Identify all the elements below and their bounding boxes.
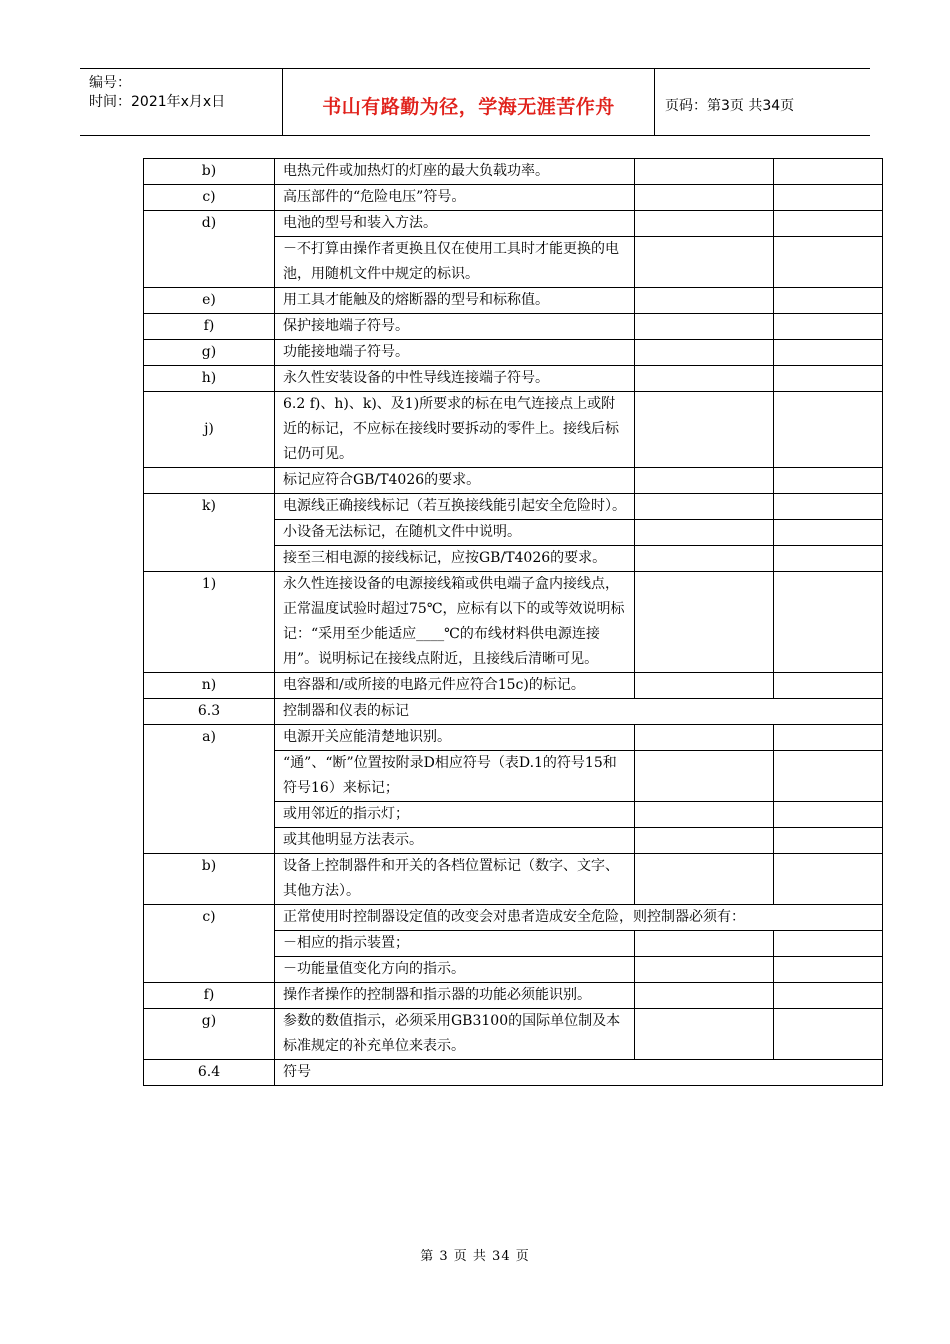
result-cell [635,802,774,828]
clause-cell: b) [144,159,275,185]
clause-cell: g) [144,340,275,366]
time-label: 时间：2021年x月x日 [89,94,226,110]
remark-cell [774,366,883,392]
clause-cell: a) [144,725,275,854]
remark-cell [774,211,883,237]
table-row [144,494,883,520]
result-cell [635,520,774,546]
page-footer: 第 3 页 共 34 页 [420,1249,530,1264]
result-cell [635,340,774,366]
remark-cell [774,185,883,211]
result-cell [635,725,774,751]
result-cell [635,494,774,520]
page-number-label: 页码：第3页 共34页 [665,98,795,114]
remark-cell [774,494,883,520]
table-row [144,392,883,468]
table-row [144,1009,883,1060]
requirement-cell: 标记应符合GB/T4026的要求。 [275,468,635,494]
requirement-cell: 永久性安装设备的中性导线连接端子符号。 [275,366,635,392]
remark-cell [774,520,883,546]
requirement-cell: 符号 [275,1060,883,1086]
requirement-cell: 功能接地端子符号。 [275,340,635,366]
number-label: 编号： [89,75,131,91]
result-cell [635,211,774,237]
result-cell [635,237,774,288]
clause-cell [144,468,275,494]
result-cell [635,828,774,854]
remark-cell [774,1009,883,1060]
result-cell [635,366,774,392]
remark-cell [774,854,883,905]
table-row [144,185,883,211]
table-row [144,983,883,1009]
remark-cell [774,673,883,699]
requirement-cell: 参数的数值指示，必须采用GB3100的国际单位制及本标准规定的补充单位来表示。 [275,1009,635,1060]
table-row [144,314,883,340]
requirement-cell: 或用邻近的指示灯； [275,802,635,828]
result-cell [635,957,774,983]
result-cell [635,392,774,468]
clause-cell: e) [144,288,275,314]
result-cell [635,1009,774,1060]
result-cell [635,673,774,699]
requirement-cell: －不打算由操作者更换且仅在使用工具时才能更换的电池，用随机文件中规定的标识。 [275,237,635,288]
clause-cell: j) [144,392,275,468]
result-cell [635,546,774,572]
clause-cell: f) [144,983,275,1009]
remark-cell [774,983,883,1009]
remark-cell [774,159,883,185]
remark-cell [774,802,883,828]
requirement-cell: 电热元件或加热灯的灯座的最大负载功率。 [275,159,635,185]
remark-cell [774,572,883,673]
clause-cell: c) [144,185,275,211]
requirement-cell: 永久性连接设备的电源接线箱或供电端子盒内接线点，正常温度试验时超过75℃，应标有以下的或等效说明标记：“采用至少能适应____℃的布线材料供电源连接用”。说明标记在接线点附近，且接线后清晰可见。 [275,572,635,673]
result-cell [635,288,774,314]
requirement-cell: 电源线正确接线标记（若互换接线能引起安全危险时）。 [275,494,635,520]
requirement-cell: 操作者操作的控制器和指示器的功能必须能识别。 [275,983,635,1009]
requirement-cell: “通”、“断”位置按附录D相应符号（表D.1的符号15和符号16）来标记； [275,751,635,802]
clause-cell: d) [144,211,275,288]
table-row [144,340,883,366]
table-row [144,288,883,314]
table-row [144,725,883,751]
clause-cell: 6.4 [144,1060,275,1086]
clause-cell: 1) [144,572,275,673]
remark-cell [774,725,883,751]
table-row [144,468,883,494]
result-cell [635,751,774,802]
requirement-cell: 正常使用时控制器设定值的改变会对患者造成安全危险，则控制器必须有： [275,905,883,931]
table-row [144,854,883,905]
table-row [144,673,883,699]
requirement-cell: 接至三相电源的接线标记，应按GB/T4026的要求。 [275,546,635,572]
remark-cell [774,931,883,957]
header-page-cell [655,69,870,135]
spec-table [143,158,883,1086]
motto: 书山有路勤为径，学海无涯苦作舟 [322,96,615,118]
result-cell [635,983,774,1009]
result-cell [635,931,774,957]
clause-cell: n) [144,673,275,699]
table-row [144,366,883,392]
remark-cell [774,237,883,288]
remark-cell [774,828,883,854]
table-row [144,905,883,931]
table-row [144,572,883,673]
remark-cell [774,957,883,983]
remark-cell [774,340,883,366]
result-cell [635,314,774,340]
clause-cell: c) [144,905,275,983]
result-cell [635,468,774,494]
clause-cell: 6.3 [144,699,275,725]
clause-cell: f) [144,314,275,340]
requirement-cell: 保护接地端子符号。 [275,314,635,340]
remark-cell [774,314,883,340]
requirement-cell: 电容器和/或所接的电路元件应符合15c)的标记。 [275,673,635,699]
remark-cell [774,751,883,802]
table-row [144,211,883,237]
requirement-cell: 控制器和仪表的标记 [275,699,883,725]
requirement-cell: 或其他明显方法表示。 [275,828,635,854]
result-cell [635,159,774,185]
result-cell [635,854,774,905]
result-cell [635,572,774,673]
header-meta [80,69,283,135]
clause-cell: g) [144,1009,275,1060]
requirement-cell: 设备上控制器件和开关的各档位置标记（数字、文字、其他方法）。 [275,854,635,905]
remark-cell [774,392,883,468]
requirement-cell: 高压部件的“危险电压”符号。 [275,185,635,211]
requirement-cell: 小设备无法标记，在随机文件中说明。 [275,520,635,546]
requirement-cell: 电源开关应能清楚地识别。 [275,725,635,751]
clause-cell: h) [144,366,275,392]
remark-cell [774,546,883,572]
clause-cell: k) [144,494,275,572]
page-header [80,68,870,136]
clause-cell: b) [144,854,275,905]
requirement-cell: －相应的指示装置； [275,931,635,957]
table-row [144,699,883,725]
table-row [144,1060,883,1086]
header-motto-cell [283,69,655,135]
result-cell [635,185,774,211]
requirement-cell: －功能量值变化方向的指示。 [275,957,635,983]
requirement-cell: 用工具才能触及的熔断器的型号和标称值。 [275,288,635,314]
requirement-cell: 电池的型号和装入方法。 [275,211,635,237]
table-row [144,159,883,185]
remark-cell [774,288,883,314]
remark-cell [774,468,883,494]
requirement-cell: 6.2 f)、h)、k)、及1)所要求的标在电气连接点上或附近的标记，不应标在接线时要拆动的零件上。接线后标记仍可见。 [275,392,635,468]
